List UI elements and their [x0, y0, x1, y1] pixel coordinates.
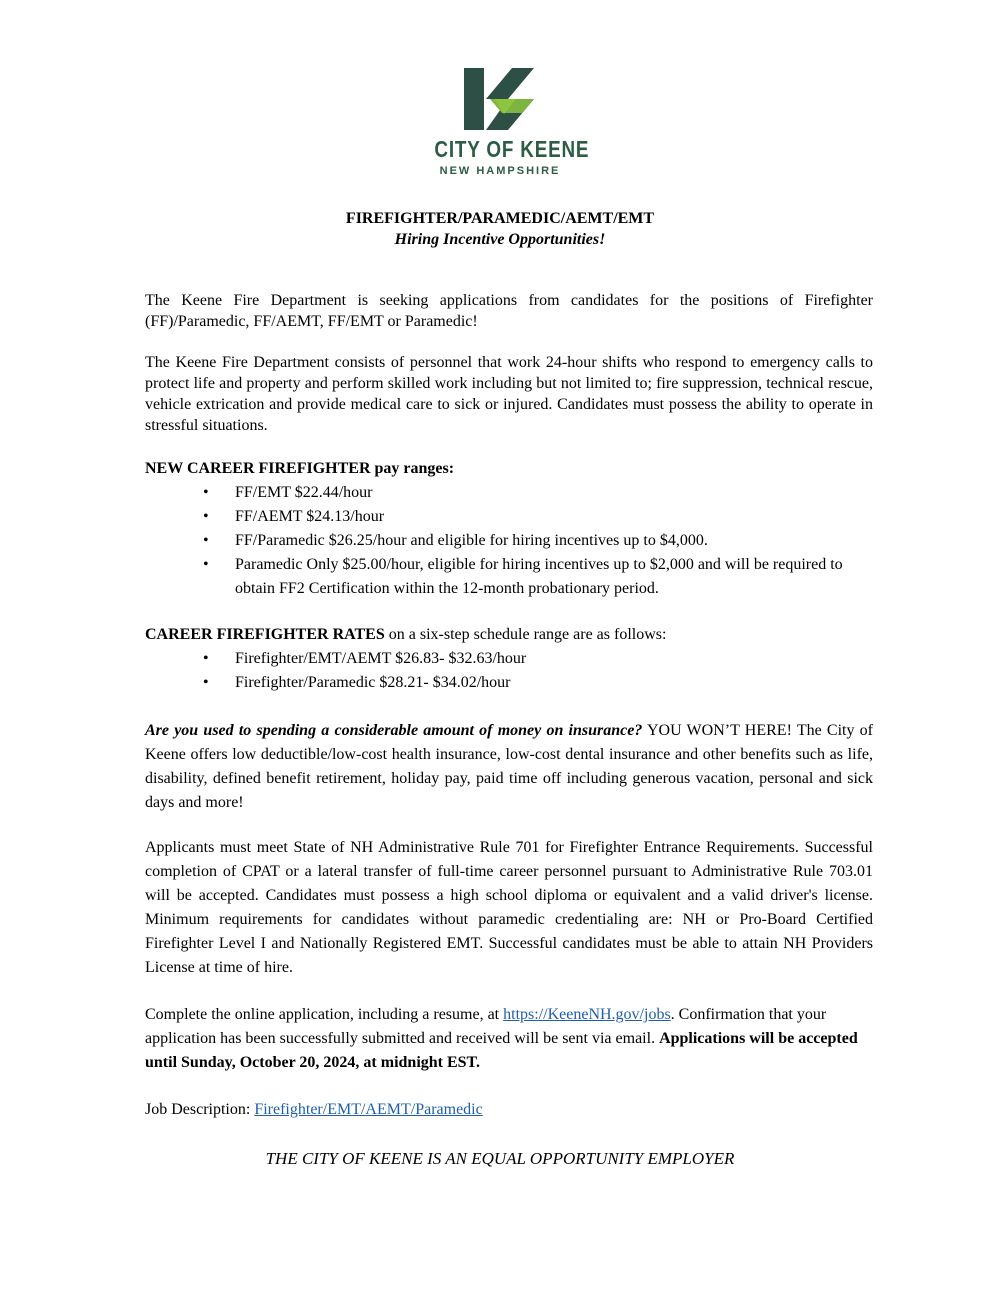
city-of-keene-logo	[420, 68, 590, 198]
list-item: • Firefighter/EMT/AEMT $26.83- $32.63/hour	[145, 647, 873, 671]
job-description-line	[145, 1098, 873, 1122]
bullet-icon: •	[203, 650, 209, 667]
career-rates-heading: CAREER FIREFIGHTER RATES on a six-step schedule range are as follows:	[145, 626, 667, 643]
apply-paragraph: Complete the online application, including a resume, at https://KeeneNH.gov/jobs. Confirmation that your application has been successfully submitted and received will be sent via email. Applications will be accepted until Sunday, October 20, 2024, at midnight EST.	[145, 1006, 858, 1071]
intro-paragraph: The Keene Fire Department is seeking applications from candidates for the positions of Firefighter (FF)/Paramedic, FF/AEMT, FF/EMT or Paramedic!	[145, 292, 873, 330]
list-item: • Paramedic Only $25.00/hour, eligible for hiring incentives up to $2,000 and will be required to obtain FF2 Certification within the 12-month probationary period.	[145, 553, 873, 601]
job-description-label: Job Description:	[145, 1101, 255, 1118]
bullet-icon: •	[203, 532, 209, 549]
bullet-icon: •	[203, 508, 209, 525]
keene-k-logo-icon	[464, 68, 536, 130]
career-rates-section	[145, 623, 873, 695]
list-item: • FF/EMT $22.44/hour	[145, 481, 873, 505]
insurance-paragraph	[145, 719, 873, 815]
page-title: FIREFIGHTER/PARAMEDIC/AEMT/EMT	[345, 210, 655, 227]
eeo-statement: THE CITY OF KEENE IS AN EQUAL OPPORTUNITY EMPLOYER	[265, 1149, 735, 1168]
list-item: • FF/AEMT $24.13/hour	[145, 505, 873, 529]
deadline-text: Applications will be accepted until Sunday, October 20, 2024, at midnight EST.	[145, 1030, 858, 1071]
list-item: • Firefighter/Paramedic $28.21- $34.02/hour	[145, 671, 873, 695]
insurance-text: The City of Keene offers low deductible/low-cost health insurance, low-cost dental insurance and other benefits such as life, disability, defined benefit retirement, holiday pay, paid time off including generous vacation, personal and sick days and more!	[145, 722, 874, 811]
list-item: • FF/Paramedic $26.25/hour and eligible for hiring incentives up to $4,000.	[145, 529, 873, 553]
requirements-paragraph: Applicants must meet State of NH Administrative Rule 701 for Firefighter Entrance Requirements. Successful completion of CPAT or a lateral transfer of full-time career personnel pursuant to Administrative Rule 703.01 will be accepted. Candidates must possess a high school diploma or equivalent and a valid driver's license. Minimum requirements for candidates without paramedic credentialing are: NH or Pro-Board Certified Firefighter Level I and Nationally Registered EMT. Successful candidates must be able to attain NH Providers License at time of hire.	[145, 839, 873, 976]
new-career-heading: NEW CAREER FIREFIGHTER pay ranges:	[145, 460, 455, 477]
logo-state-name: NEW HAMPSHIRE	[439, 165, 561, 177]
description-paragraph: The Keene Fire Department consists of personnel that work 24-hour shifts who respond to emergency calls to protect life and property and perform skilled work including but not limited to; fire suppression, technical rescue, vehicle extrication and provide medical care to sick or injured. Candidates must possess the ability to operate in stressful situations.	[145, 354, 873, 434]
bullet-icon: •	[203, 484, 209, 501]
bullet-icon: •	[203, 556, 209, 573]
page-subtitle: Hiring Incentive Opportunities!	[394, 231, 606, 248]
logo-city-name: CITY OF KEENE	[434, 136, 590, 162]
bullet-icon: •	[203, 674, 209, 691]
insurance-question: Are you used to spending a considerable amount of money on insurance?	[145, 722, 643, 739]
insurance-answer: YOU WON’T HERE!	[642, 722, 792, 739]
career-rates-list	[145, 647, 873, 695]
jobs-link[interactable]: https://KeeneNH.gov/jobs	[503, 1006, 671, 1023]
document-heading	[0, 208, 1000, 250]
new-career-pay-section	[145, 457, 873, 601]
job-description-link[interactable]: Firefighter/EMT/AEMT/Paramedic	[254, 1101, 483, 1118]
new-career-pay-list	[145, 481, 873, 601]
